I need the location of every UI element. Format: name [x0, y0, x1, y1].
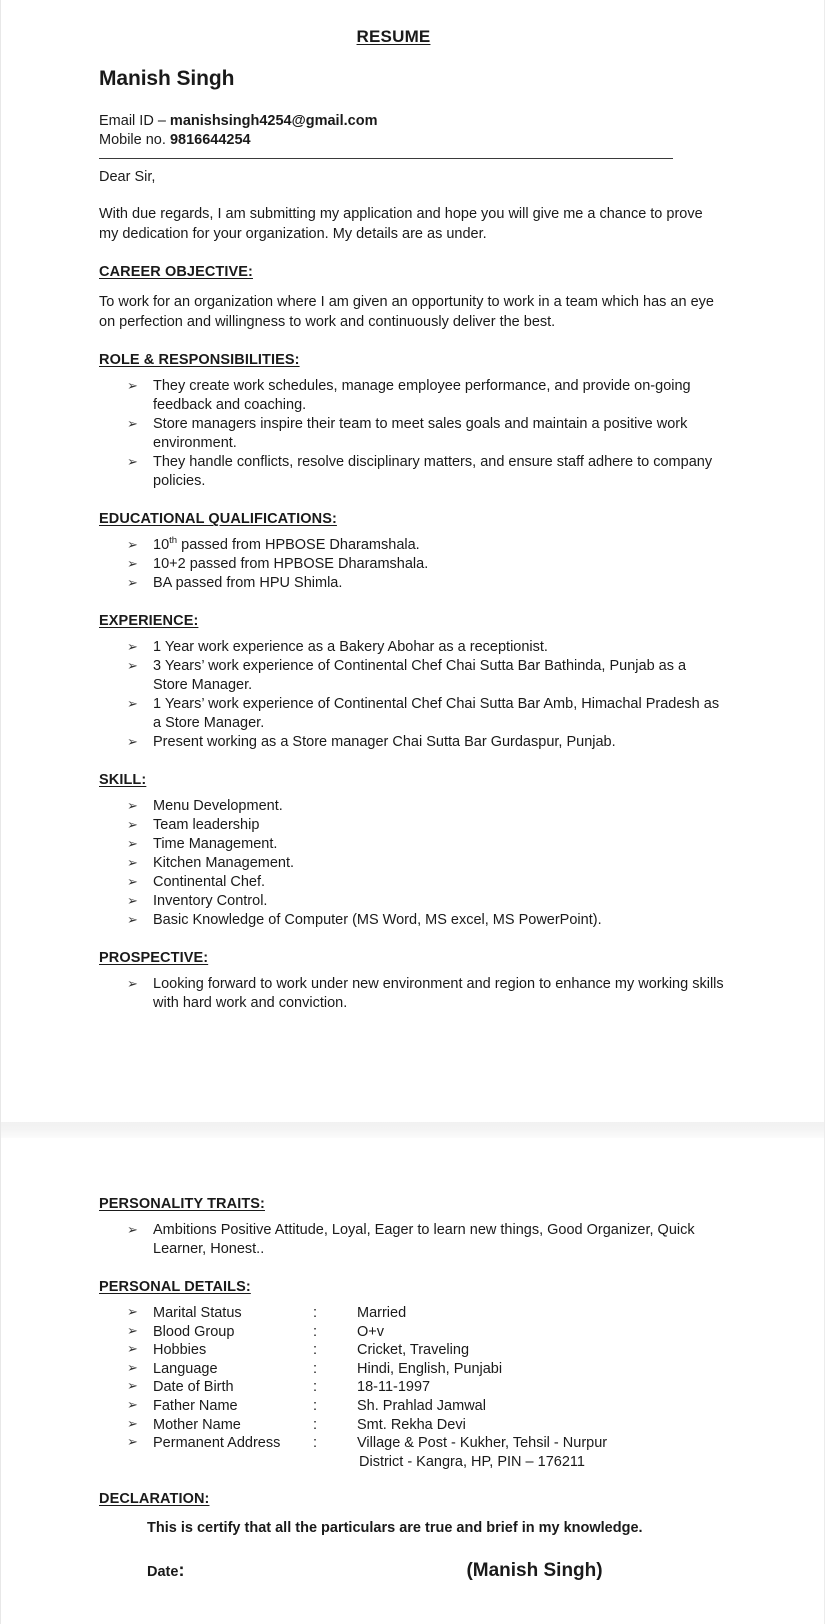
arrow-bullet-icon: ➢: [127, 696, 138, 711]
list-item: [127, 892, 724, 911]
arrow-bullet-icon: ➢: [127, 836, 138, 851]
detail-separator: :: [313, 1342, 318, 1359]
table-row: [127, 1360, 724, 1379]
education-list: [99, 536, 724, 593]
prospective-list: [99, 975, 724, 1013]
detail-label: Marital Status: [153, 1305, 242, 1321]
list-item: [127, 657, 724, 695]
detail-label: Language: [153, 1360, 218, 1377]
salutation: Dear Sir,: [99, 169, 156, 185]
contact-block: [99, 112, 724, 150]
list-item: [127, 873, 724, 892]
list-item-text: Time Management.: [153, 836, 278, 852]
section-heading-education: EDUCATIONAL QUALIFICATIONS:: [99, 511, 337, 527]
list-item-text: Basic Knowledge of Computer (MS Word, MS excel, MS PowerPoint).: [153, 912, 602, 928]
arrow-bullet-icon: ➢: [127, 855, 138, 870]
list-item: [127, 975, 724, 1013]
list-item: [127, 835, 724, 854]
detail-separator: :: [313, 1379, 318, 1396]
arrow-bullet-icon: ➢: [127, 1378, 138, 1394]
detail-value: 18-11-1997: [357, 1379, 431, 1396]
arrow-bullet-icon: ➢: [127, 912, 138, 927]
section-heading-role-responsibilities: ROLE & RESPONSIBILITIES:: [99, 352, 300, 368]
arrow-bullet-icon: ➢: [127, 1341, 138, 1357]
list-item-text: They create work schedules, manage employee performance, and provide on-going feedback and coaching.: [153, 378, 691, 413]
list-item: [127, 1221, 724, 1259]
list-item-text: Menu Development.: [153, 798, 283, 814]
list-item-text: 1 Years’ work experience of Continental Chef Chai Sutta Bar Amb, Himachal Pradesh as a Store Manager.: [153, 696, 720, 731]
detail-separator: :: [313, 1435, 318, 1452]
mobile-value: 9816644254: [169, 132, 251, 148]
detail-separator: :: [313, 1416, 318, 1433]
list-item-text: Kitchen Management.: [153, 855, 295, 871]
table-row: [127, 1323, 724, 1342]
detail-label: Father Name: [153, 1397, 238, 1414]
list-item: [127, 797, 724, 816]
section-heading-skill: SKILL:: [99, 772, 147, 788]
education-superscript: th: [169, 535, 178, 547]
detail-value: Village & Post - Kukher, Tehsil - Nurpur: [357, 1435, 608, 1452]
arrow-bullet-icon: ➢: [127, 798, 138, 813]
list-item: [127, 555, 724, 574]
detail-value: District - Kangra, HP, PIN – 176211: [359, 1453, 585, 1470]
table-row: [127, 1416, 724, 1435]
list-item-text: They handle conflicts, resolve disciplinary matters, and ensure staff adhere to company policies.: [153, 454, 713, 489]
date-label: Date: [147, 1564, 179, 1581]
detail-label: Blood Group: [153, 1323, 235, 1340]
arrow-bullet-icon: ➢: [127, 378, 138, 393]
list-item: [127, 733, 724, 752]
list-item-text: 10+2 passed from HPBOSE Dharamshala.: [153, 556, 429, 572]
detail-separator-empty: [313, 1453, 357, 1472]
section-heading-career-objective: CAREER OBJECTIVE:: [99, 264, 253, 280]
header-divider: [99, 158, 673, 159]
arrow-bullet-icon: ➢: [127, 1222, 138, 1237]
arrow-bullet-icon: ➢: [127, 874, 138, 889]
table-row: [127, 1304, 724, 1323]
arrow-bullet-icon: ➢: [127, 454, 138, 469]
detail-label: Hobbies: [153, 1342, 207, 1359]
experience-list: [99, 638, 724, 752]
arrow-bullet-icon: ➢: [127, 976, 138, 991]
list-item-text: BA passed from HPU Shimla.: [153, 575, 343, 591]
arrow-bullet-icon: ➢: [127, 658, 138, 673]
table-row: [127, 1434, 724, 1453]
section-heading-personality-traits: PERSONALITY TRAITS:: [99, 1196, 265, 1212]
intro-paragraph: With due regards, I am submitting my application and hope you will give me a chance to prove my dedication for your organization. My details are as under.: [99, 206, 703, 242]
list-item: [127, 911, 724, 930]
email-label: Email ID –: [99, 113, 170, 129]
detail-label-empty: [153, 1453, 313, 1472]
skill-list: [99, 797, 724, 930]
mobile-label: Mobile no.: [99, 132, 170, 148]
detail-value: Sh. Prahlad Jamwal: [357, 1397, 486, 1414]
page-break-gap: [0, 1122, 825, 1138]
arrow-bullet-icon: ➢: [127, 1359, 138, 1375]
declaration-text: This is certify that all the particulars are true and brief in my knowledge.: [147, 1520, 643, 1537]
detail-value: Hindi, English, Punjabi: [357, 1360, 503, 1377]
list-item: [127, 377, 724, 415]
section-heading-experience: EXPERIENCE:: [99, 613, 199, 629]
arrow-bullet-icon: ➢: [127, 1322, 138, 1338]
list-item-text: Ambitions Positive Attitude, Loyal, Eager to learn new things, Good Organizer, Quick Learner, Honest..: [153, 1222, 695, 1257]
email-value: manishsingh4254@gmail.com: [169, 113, 378, 129]
list-item-text: 3 Years’ work experience of Continental Chef Chai Sutta Bar Bathinda, Punjab as a Store Manager.: [153, 658, 687, 693]
arrow-bullet-icon: ➢: [127, 893, 138, 908]
date-colon: :: [178, 1560, 185, 1581]
arrow-bullet-icon: ➢: [127, 1396, 138, 1412]
arrow-bullet-icon: ➢: [127, 639, 138, 654]
detail-label: Date of Birth: [153, 1379, 234, 1396]
list-item-text: Present working as a Store manager Chai Sutta Bar Gurdaspur, Punjab.: [153, 734, 616, 750]
signature-row: [147, 1560, 724, 1582]
list-item: [127, 536, 724, 555]
list-item-text: Continental Chef.: [153, 874, 266, 890]
table-row: [127, 1397, 724, 1416]
detail-value: Smt. Rekha Devi: [357, 1416, 466, 1433]
personal-details-table: [99, 1304, 724, 1471]
table-row: [127, 1378, 724, 1397]
detail-label: Permanent Address: [153, 1435, 281, 1452]
detail-value: Cricket, Traveling: [357, 1342, 470, 1359]
list-item: [127, 574, 724, 593]
arrow-bullet-icon: ➢: [127, 817, 138, 832]
personality-traits-list: [99, 1221, 724, 1259]
date-field: [147, 1560, 184, 1581]
arrow-bullet-icon: ➢: [127, 734, 138, 749]
arrow-bullet-icon: ➢: [127, 556, 138, 571]
role-responsibilities-list: [99, 377, 724, 491]
table-row: [127, 1341, 724, 1360]
arrow-bullet-icon: ➢: [127, 537, 138, 552]
list-item-text: 1 Year work experience as a Bakery Abohar as a receptionist.: [153, 639, 548, 655]
list-item: [127, 415, 724, 453]
list-item: [127, 638, 724, 657]
section-heading-declaration: DECLARATION:: [99, 1491, 210, 1508]
section-heading-prospective: PROSPECTIVE:: [99, 950, 209, 966]
table-row-address-line2: [127, 1453, 724, 1472]
list-item-text: Inventory Control.: [153, 893, 268, 909]
email-line: [99, 112, 724, 131]
career-objective-text: To work for an organization where I am given an opportunity to work in a team which has an eye on perfection and willingness to work and continuously deliver the best.: [99, 294, 714, 330]
education-degree: 10: [153, 537, 170, 553]
page-2: [0, 1138, 825, 1624]
list-item: [127, 854, 724, 873]
candidate-name: Manish Singh: [99, 67, 235, 90]
arrow-bullet-icon: ➢: [127, 1304, 138, 1319]
arrow-bullet-icon: ➢: [127, 1434, 138, 1450]
detail-value: O+v: [357, 1323, 384, 1340]
list-item: [127, 453, 724, 491]
page-title: RESUME: [356, 27, 431, 46]
list-item-text: Looking forward to work under new environment and region to enhance my working skills with hard work and conviction.: [153, 976, 724, 1011]
detail-separator: :: [313, 1323, 318, 1340]
detail-separator: :: [313, 1305, 318, 1321]
list-item: [127, 816, 724, 835]
education-rest: passed from HPBOSE Dharamshala.: [177, 537, 420, 553]
list-item: [127, 695, 724, 733]
list-item-text: Team leadership: [153, 817, 260, 833]
detail-separator: :: [313, 1397, 318, 1414]
section-heading-personal-details: PERSONAL DETAILS:: [99, 1279, 251, 1295]
arrow-bullet-icon: ➢: [127, 1415, 138, 1431]
detail-value: Married: [357, 1305, 407, 1321]
arrow-bullet-icon: ➢: [127, 575, 138, 590]
signature-name: (Manish Singh): [466, 1560, 603, 1582]
list-item-text: Store managers inspire their team to meet sales goals and maintain a positive work environment.: [153, 416, 688, 451]
arrow-bullet-icon: ➢: [127, 416, 138, 431]
detail-label: Mother Name: [153, 1416, 241, 1433]
detail-separator: :: [313, 1360, 318, 1377]
mobile-line: [99, 131, 724, 150]
